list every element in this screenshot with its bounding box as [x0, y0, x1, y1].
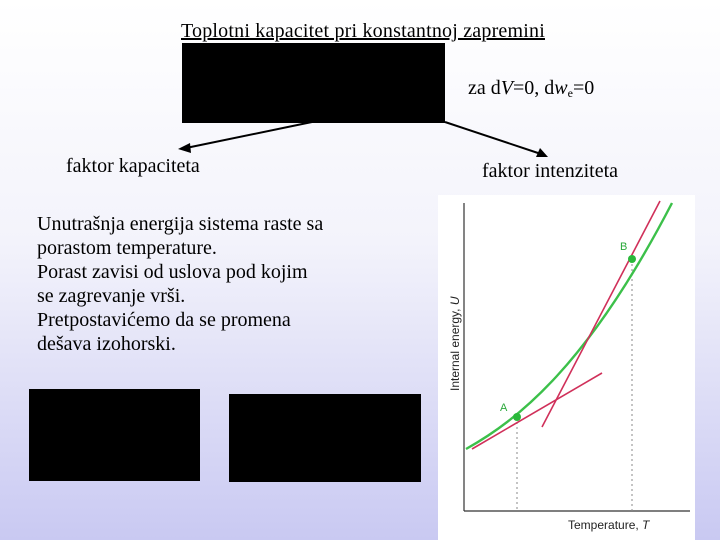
- intensity-factor-label: faktor intenziteta: [482, 160, 619, 182]
- arrow-left-head: [178, 143, 191, 153]
- body-line: porastom temperature.: [37, 237, 217, 259]
- body-line: Unutrašnja energija sistema raste sa: [37, 213, 324, 235]
- redacted-formula-right: [229, 394, 421, 482]
- tangent-at-a: [472, 373, 602, 449]
- body-line: Pretpostavićemo da se promena: [37, 309, 291, 331]
- slide-title: Toplotni kapacitet pri konstantnoj zapremini: [181, 20, 545, 42]
- y-axis-label: Internal energy, U: [448, 296, 462, 391]
- capacity-factor-label: faktor kapaciteta: [66, 155, 200, 177]
- arrow-right: [445, 122, 541, 154]
- point-b-label: B: [620, 241, 628, 253]
- redacted-formula-left: [29, 389, 200, 481]
- x-axis-label: Temperature, T: [568, 518, 650, 532]
- arrow-left: [186, 122, 312, 148]
- body-line: Porast zavisi od uslova pod kojim: [37, 261, 308, 283]
- energy-curve: [466, 203, 672, 449]
- tangent-at-b: [542, 201, 660, 427]
- energy-temperature-figure: [438, 195, 695, 540]
- body-line: se zagrevanje vrši.: [37, 285, 186, 307]
- point-b-marker: [628, 255, 636, 263]
- body-line: dešava izohorski.: [37, 333, 176, 355]
- condition-text: za dV=0, $dw_e=0$: [468, 77, 595, 100]
- point-a-marker: [513, 413, 521, 421]
- point-a-label: A: [500, 402, 508, 414]
- body-text: [37, 212, 397, 356]
